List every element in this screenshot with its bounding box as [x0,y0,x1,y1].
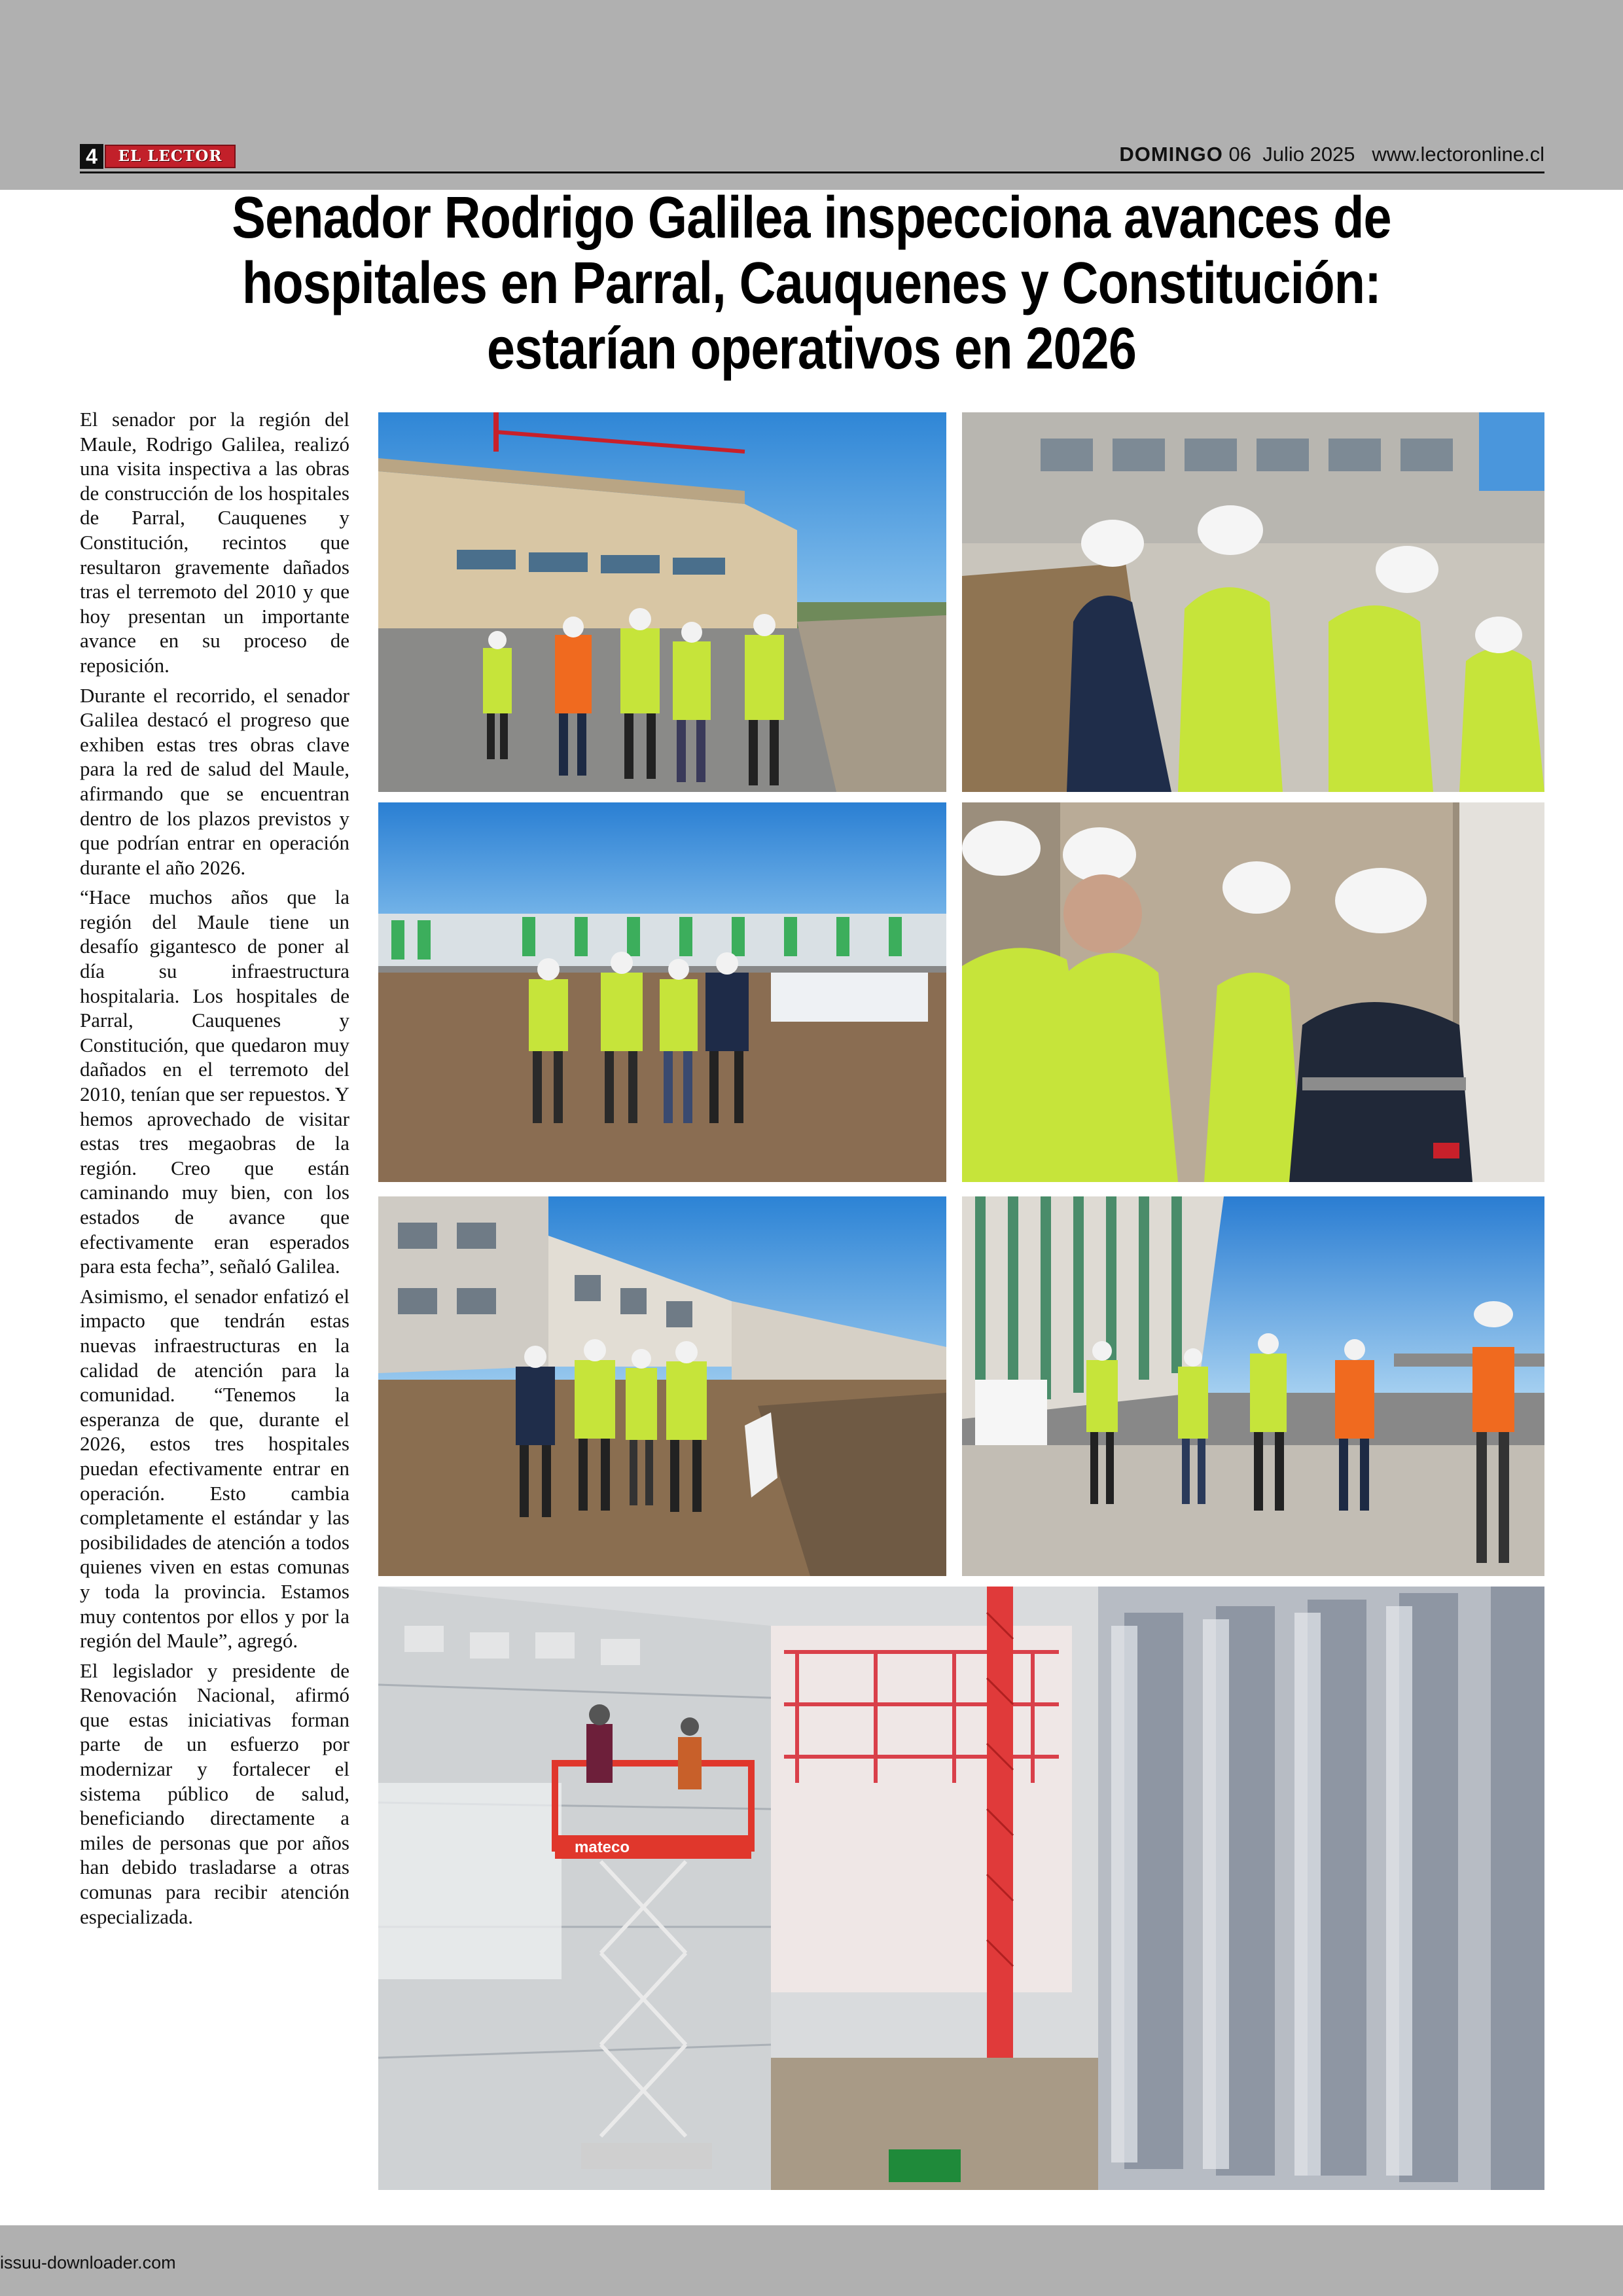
article-body [80,407,349,1934]
issue-date-line [1119,143,1544,166]
page-number: 4 [80,144,103,169]
issue-day: DOMINGO [1119,143,1223,166]
photo-group-walking-site [378,412,946,792]
newspaper-logo [105,145,236,168]
website-link[interactable]: www.lectoronline.cl [1372,143,1544,166]
article-paragraph: “Hace muchos años que la región del Maule tiene un desafío gigantesco de poner al día su infraestructura hospitalaria. Los hospitales de Parral, Cauquenes y Constitución, que quedaron muy dañados en el terremoto del 2010, tenían que ser repuestos. Y hemos aprovechado de visitar estas tres megaobras de la región. Creo que están caminando muy bien, con los estados de avance que efectivamente eran esperados para esta fecha”, señaló Galilea. [80,886,349,1278]
article-paragraph: Asimismo, el senador enfatizó el impacto que tendrán estas nuevas infraestructuras en la calidad de atención para la comunidad. “Tenemos la esperanza de que, durante el 2026, estos tres hospitales puedan efectivamente entrar en operación. Esto cambia completamente el estándar y las posibilidades de atención a todos quienes viven en estas comunas y toda la provincia. Estamos muy contentos por ellos y por la región del Maule”, agregó. [80,1284,349,1653]
logo-text: EL LECTOR [118,147,223,165]
bottom-gray-band [0,2225,1623,2296]
header-divider [80,171,1544,173]
lift-brand-label: mateco [575,1839,630,1856]
article-paragraph: El senador por la región del Maule, Rodrigo Galilea, realizó una visita inspectiva a las obras de construcción de los hospitales de Parral, Cauquenes y Constitución, recintos que resultaron gravemente dañados tras el terremoto del 2010 y que hoy presentan un importante avance en su proceso de reposición. [80,408,349,677]
photo-indoor-conversation [962,802,1544,1182]
article-paragraph: Durante el recorrido, el senador Galilea destacó el progreso que exhiben estas tres obras clave para la red de salud del Maule, afirmando que se encuentran dentro de los plazos previstos y que podrían entrar en operación durante el año 2026. [80,683,349,879]
photo-group-near-buildings [378,1196,946,1576]
watermark-text: issuu-downloader.com [0,2253,176,2272]
photo-group-orange-vests [962,1196,1544,1576]
article-headline: Senador Rodrigo Galilea inspecciona avances de hospitales en Parral, Cauquenes y Constitución: estarían operativos en 2026 [232,185,1391,382]
issue-date: 06 Julio 2025 [1228,143,1355,166]
photo-group-conversation [962,412,1544,792]
photo-group-posing-field [378,802,946,1182]
article-paragraph: El legislador y presidente de Renovación Nacional, afirmó que estas iniciativas forman parte de un esfuerzo por modernizar y fortalecer el sistema público de salud, beneficiando directamente a miles de personas que por años han debido trasladarse a otras comunas para recibir atención especializada. [80,1659,349,1928]
photo-lift-facade-work [378,1587,1544,2190]
